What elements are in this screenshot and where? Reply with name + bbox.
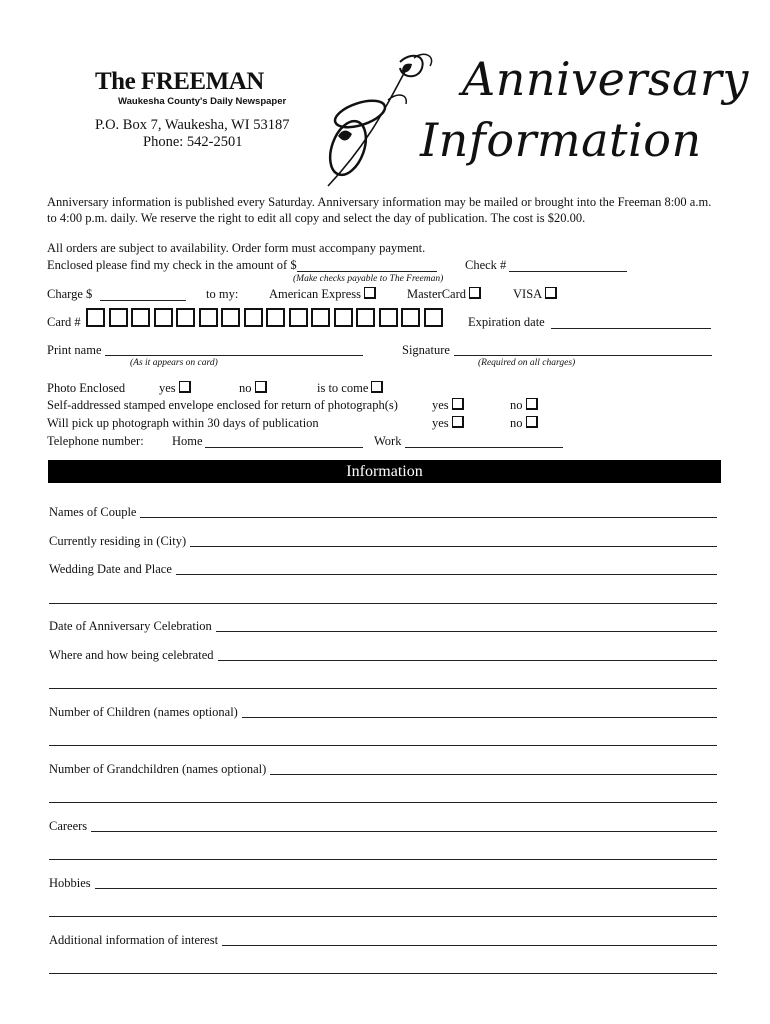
check-amount-line[interactable] [297, 271, 437, 272]
visa-option[interactable] [513, 287, 557, 302]
photo-yes-checkbox[interactable] [179, 381, 191, 393]
card-number-label: Card # [47, 315, 81, 329]
home-phone-line[interactable] [205, 447, 363, 448]
title-anniversary: Anniversary [462, 52, 749, 106]
pickup-no-checkbox[interactable] [526, 416, 538, 428]
signature-line[interactable] [454, 355, 712, 356]
print-name-label: Print name [47, 343, 102, 357]
photo-enclosed-label: Photo Enclosed [47, 381, 126, 395]
photo-to-come-checkbox[interactable] [371, 381, 383, 393]
photo-no-checkbox[interactable] [255, 381, 267, 393]
phone: Phone: 542-2501 [143, 134, 243, 150]
home-label: Home [172, 434, 203, 448]
card-digit-box[interactable] [334, 308, 353, 327]
mastercard-label: MasterCard [407, 287, 467, 301]
info-field-line[interactable] [49, 888, 717, 889]
charge-amount-line[interactable] [100, 300, 186, 301]
info-field-label: Number of Grandchildren (names optional) [49, 762, 270, 777]
address: P.O. Box 7, Waukesha, WI 53187 [95, 117, 290, 133]
info-field-label: Date of Anniversary Celebration [49, 619, 216, 634]
card-digit-box[interactable] [221, 308, 240, 327]
info-field-label: Wedding Date and Place [49, 562, 176, 577]
info-extra-line[interactable] [49, 802, 717, 803]
expiration-label: Expiration date [468, 315, 545, 329]
card-digit-box[interactable] [311, 308, 330, 327]
info-field-line[interactable] [49, 831, 717, 832]
info-extra-line[interactable] [49, 859, 717, 860]
enclosed-label: Enclosed please find my check in the amount of $ [47, 258, 297, 272]
card-digit-box[interactable] [244, 308, 263, 327]
card-digit-box[interactable] [266, 308, 285, 327]
sase-no-label: no [510, 398, 523, 412]
pickup-no-label: no [510, 416, 523, 430]
amex-label: American Express [269, 287, 361, 301]
card-digit-box[interactable] [356, 308, 375, 327]
photo-to-come-label: is to come [317, 381, 369, 395]
check-number-label: Check # [465, 258, 507, 272]
brand-name: The FREEMAN [95, 68, 264, 95]
photo-to-come-option[interactable] [317, 381, 383, 396]
check-number-line[interactable] [509, 271, 627, 272]
info-extra-line[interactable] [49, 745, 717, 746]
card-digit-box[interactable] [109, 308, 128, 327]
photo-yes-label: yes [159, 381, 176, 395]
info-extra-line[interactable] [49, 916, 717, 917]
photo-yes-option[interactable] [159, 381, 191, 396]
mastercard-option[interactable] [407, 287, 481, 302]
info-field-label: Where and how being celebrated [49, 648, 218, 663]
info-field-label: Currently residing in (City) [49, 534, 190, 549]
card-digit-box[interactable] [424, 308, 443, 327]
card-digit-box[interactable] [289, 308, 308, 327]
charge-label: Charge $ [47, 287, 93, 301]
visa-label: VISA [513, 287, 543, 301]
work-label: Work [374, 434, 402, 448]
mastercard-checkbox[interactable] [469, 287, 481, 299]
sase-no-checkbox[interactable] [526, 398, 538, 410]
info-field-label: Number of Children (names optional) [49, 705, 242, 720]
pickup-yes-option[interactable] [432, 416, 464, 431]
info-extra-line[interactable] [49, 603, 717, 604]
orders-note: All orders are subject to availability. Order form must accompany payment. [47, 241, 426, 255]
info-field-label: Careers [49, 819, 91, 834]
card-digit-box[interactable] [154, 308, 173, 327]
photo-no-label: no [239, 381, 252, 395]
sase-no-option[interactable] [510, 398, 538, 413]
pickup-no-option[interactable] [510, 416, 538, 431]
card-digit-box[interactable] [176, 308, 195, 327]
intro-line-2: to 4:00 p.m. daily. We reserve the right to edit all copy and select the day of publication. The cost is $20.00. [47, 211, 586, 225]
title-information: Information [420, 113, 702, 167]
print-name-note: (As it appears on card) [130, 358, 218, 368]
to-my-label: to my: [206, 287, 239, 301]
card-digit-box[interactable] [86, 308, 105, 327]
pickup-yes-label: yes [432, 416, 449, 430]
card-digit-box[interactable] [131, 308, 150, 327]
photo-no-option[interactable] [239, 381, 267, 396]
card-digit-box[interactable] [199, 308, 218, 327]
sase-yes-label: yes [432, 398, 449, 412]
information-banner: Information [48, 460, 721, 483]
visa-checkbox[interactable] [545, 287, 557, 299]
info-field-label: Hobbies [49, 876, 95, 891]
payable-note: (Make checks payable to The Freeman) [293, 274, 444, 284]
sase-label: Self-addressed stamped envelope enclosed for return of photograph(s) [47, 398, 398, 412]
print-name-line[interactable] [105, 355, 363, 356]
signature-note: (Required on all charges) [478, 358, 576, 368]
work-phone-line[interactable] [405, 447, 563, 448]
telephone-label: Telephone number: [47, 434, 144, 448]
info-extra-line[interactable] [49, 688, 717, 689]
amex-option[interactable] [269, 287, 376, 302]
pickup-label: Will pick up photograph within 30 days of publication [47, 416, 319, 430]
amex-checkbox[interactable] [364, 287, 376, 299]
expiration-line[interactable] [551, 328, 711, 329]
card-digit-box[interactable] [401, 308, 420, 327]
info-field-label: Names of Couple [49, 505, 140, 520]
brand-tagline: Waukesha County's Daily Newspaper [118, 96, 287, 107]
sase-yes-option[interactable] [432, 398, 464, 413]
card-digit-box[interactable] [379, 308, 398, 327]
pickup-yes-checkbox[interactable] [452, 416, 464, 428]
signature-label: Signature [402, 343, 450, 357]
info-extra-line[interactable] [49, 973, 717, 974]
info-field-line[interactable] [49, 517, 717, 518]
info-field-label: Additional information of interest [49, 933, 222, 948]
intro-line-1: Anniversary information is published every Saturday. Anniversary information may be mailed or brought into the Freeman 8:00 a.m. [47, 195, 712, 209]
sase-yes-checkbox[interactable] [452, 398, 464, 410]
